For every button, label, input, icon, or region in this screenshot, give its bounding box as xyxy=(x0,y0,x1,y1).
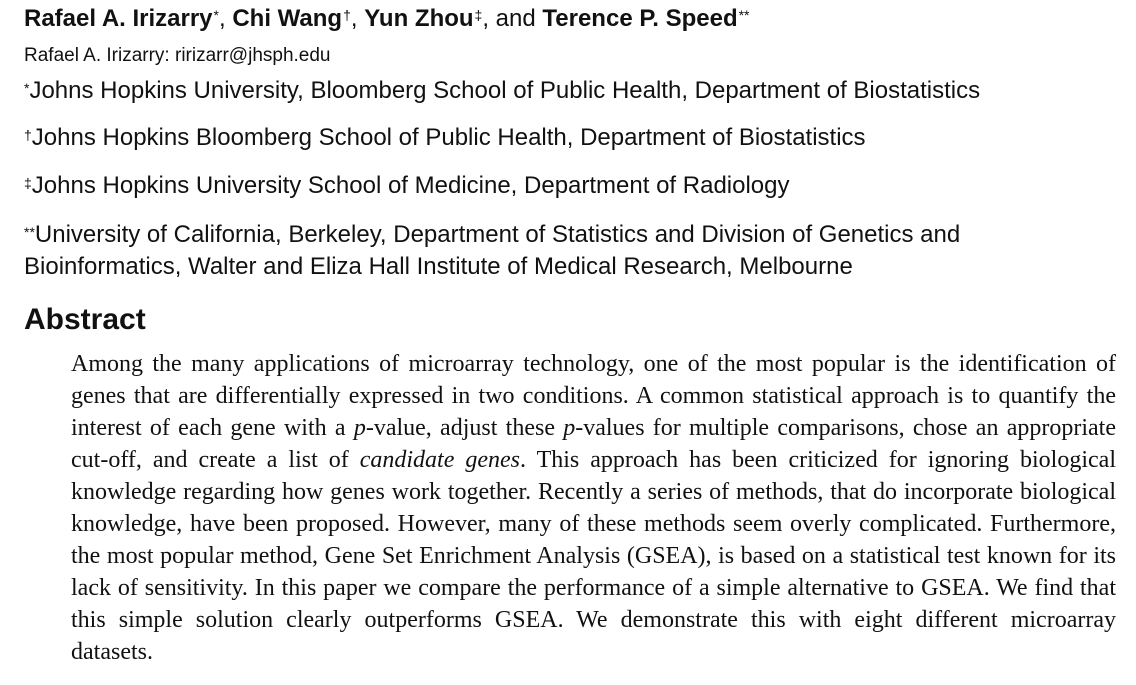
abstract-text-part: . This approach has been criticized for ignoring biological knowledge regarding how genes work together. Recently a series of methods, that do incorporate biological knowledge, have been proposed. However, many of these methods seem overly complicated. Furthermore, the most popular method, Gene Set Enrichment Analysis (GSEA), is based on a statistical test known for its lack of sensitivity. In this paper we compare the performance of a simple alternative to GSEA. We find that this simple solution clearly outperforms GSEA. We demonstrate this with eight different microarray datasets. xyxy=(71,447,1116,665)
abstract-heading: Abstract xyxy=(24,303,146,336)
abstract-italic-candidate-genes: candidate genes xyxy=(359,447,521,473)
affiliation xyxy=(24,219,1124,283)
affiliation-mark: * xyxy=(24,80,30,96)
author-separator: , xyxy=(218,5,233,32)
author-separator: , and xyxy=(482,5,543,32)
author-mark: † xyxy=(343,7,351,23)
abstract-text xyxy=(71,348,1116,668)
paper-front-matter xyxy=(24,0,1124,668)
corresponding-author-email: Rafael A. Irizarry: ririzarr@jhsph.edu xyxy=(24,45,331,66)
affiliation xyxy=(24,76,1124,106)
abstract-italic-p: p xyxy=(353,415,366,441)
author-mark: * xyxy=(213,7,219,23)
affiliation-mark: ‡ xyxy=(24,175,32,191)
author-name: Rafael A. Irizarry xyxy=(24,5,213,32)
abstract-italic-p: p xyxy=(563,415,576,441)
author-name: Chi Wang xyxy=(232,5,343,32)
affiliation-text: Johns Hopkins University, Bloomberg School of Public Health, Department of Biostatistics xyxy=(29,77,981,104)
abstract-text-part: -values for multiple comparisons, chose an appropriate cut-off, and create a list of xyxy=(71,415,1117,473)
abstract-text-part: Among the many applications of microarray technology, one of the most popular is the identification of genes that are differentially expressed in two conditions. A common statistical approach is to quantify the interest of each gene with a xyxy=(71,351,1116,441)
author-name: Yun Zhou xyxy=(364,5,474,32)
affiliation xyxy=(24,123,1124,153)
abstract-text-part: -value, adjust these xyxy=(365,415,564,441)
author-list xyxy=(24,4,1124,34)
author-name: Terence P. Speed xyxy=(542,5,738,32)
author-separator: , xyxy=(350,5,365,32)
affiliation-text: University of California, Berkeley, Department of Statistics and Division of Genetics and Bioinformatics, Walter and Eliza Hall Institute of Medical Research, Melbourne xyxy=(24,221,961,280)
affiliation-text: Johns Hopkins Bloomberg School of Public Health, Department of Biostatistics xyxy=(31,124,866,151)
affiliation-text: Johns Hopkins University School of Medicine, Department of Radiology xyxy=(31,172,790,199)
author-mark: ** xyxy=(738,7,750,23)
affiliation xyxy=(24,171,1124,201)
affiliation-mark: † xyxy=(24,127,32,143)
author-mark: ‡ xyxy=(474,7,483,23)
affiliation-mark: ** xyxy=(24,224,35,240)
